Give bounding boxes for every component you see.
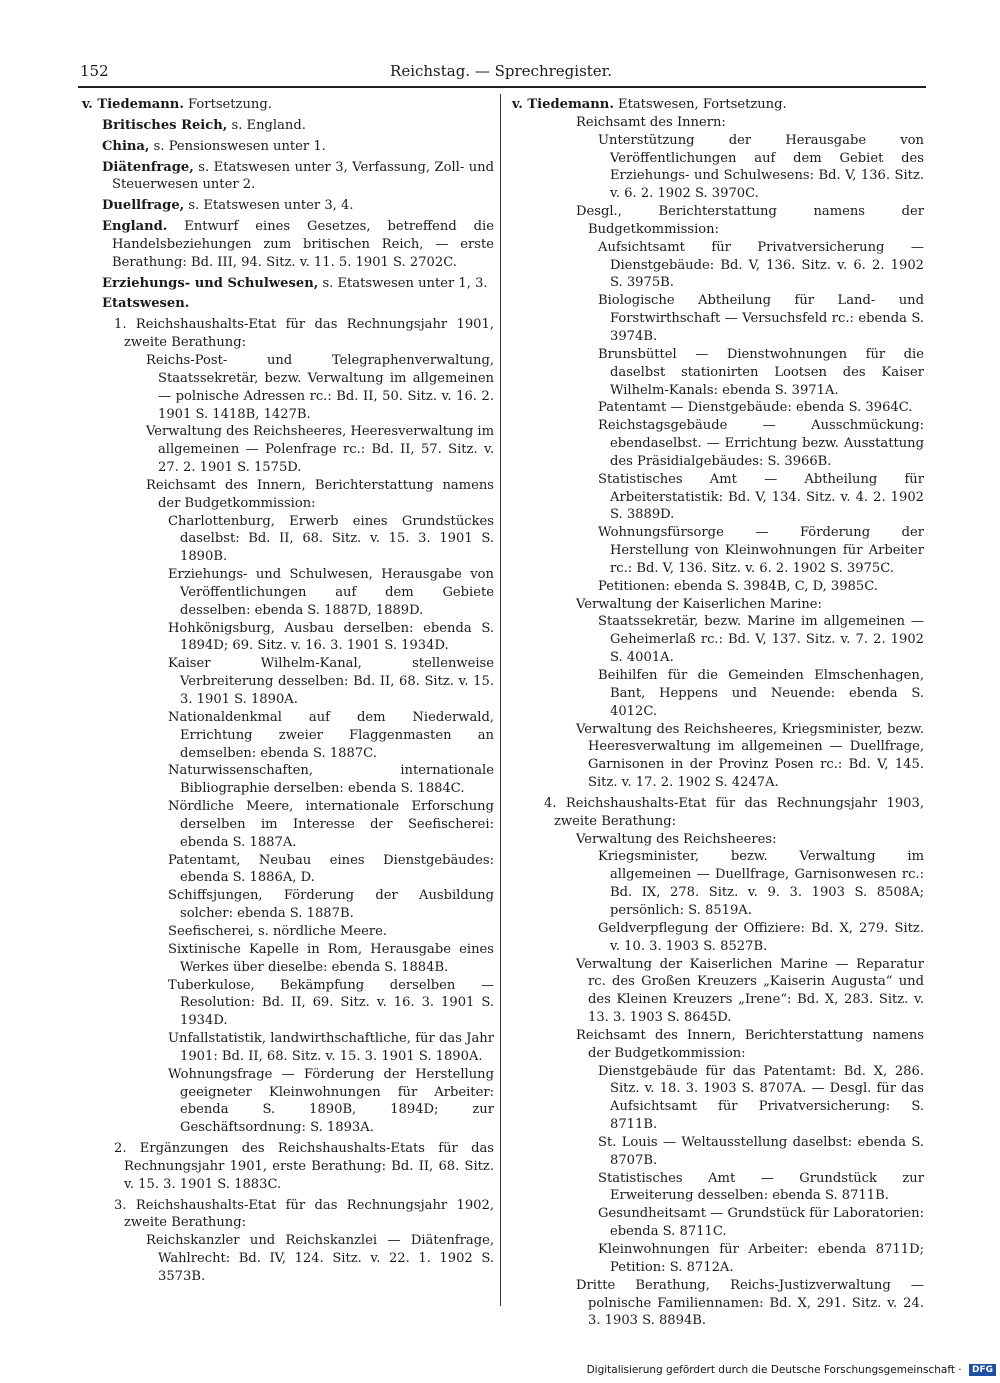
index-entry: Diätenfrage, s. Etatswesen unter 3, Verfassung, Zoll- und Steuerwesen unter 2. (102, 159, 494, 193)
index-entry: Kleinwohnungen für Arbeiter: ebenda 8711D; Petition: S. 8712A. (598, 1242, 924, 1275)
index-entry: Etatswesen. (102, 296, 190, 312)
index-entry: Geldverpflegung der Offiziere: Bd. X, 279. Sitz. v. 10. 3. 1903 S. 8527B. (598, 920, 924, 954)
footer-credit: Digitalisierung gefördert durch die Deutsche Forschungsgemeinschaft · DFG (0, 1364, 996, 1376)
index-entry: Reichskanzler und Reichskanzlei — Diätenfrage, Wahlrecht: Bd. IV, 124. Sitz. v. 22. 1. 1902 S. 3573B. (146, 1233, 494, 1284)
footer-text: Digitalisierung gefördert durch die Deutsche Forschungsgemeinschaft (586, 1364, 955, 1376)
index-entry: 1. Reichshaushalts-Etat für das Rechnungsjahr 1901, zweite Berathung: (114, 317, 494, 351)
index-entry: Reichs-Post- und Telegraphenverwaltung, Staatssekretär, bezw. Verwaltung im allgemeinen — polnische Adressen rc.: Bd. II, 50. Sitz. v. 16. 2. 1901 S. 1418B, 1427B. (146, 352, 494, 422)
index-entry: Biologische Abtheilung für Land- und Forstwirthschaft — Versuchsfeld rc.: ebenda S. 3974B. (598, 293, 924, 344)
index-entry: Sixtinische Kapelle in Rom, Herausgabe eines Werkes über dieselbe: ebenda S. 1884B. (168, 941, 494, 975)
index-entry: Desgl., Berichterstattung namens der Budgetkommission: (576, 204, 924, 237)
index-entry: Naturwissenschaften, internationale Bibliographie derselben: ebenda S. 1884C. (168, 763, 494, 797)
index-entry: Verwaltung des Reichsheeres, Kriegsminister, bezw. Heeresverwaltung im allgemeinen — Duellfrage, Garnisonen in der Provinz Posen rc.: Bd. V, 145. Sitz. v. 17. 2. 1902 S. 4247A. (576, 721, 924, 791)
page-number: 152 (80, 62, 109, 80)
index-entry: St. Louis — Weltausstellung daselbst: ebenda S. 8707B. (598, 1134, 924, 1168)
column-divider (500, 94, 501, 1306)
index-entry: Beihilfen für die Gemeinden Elmschenhagen, Bant, Heppens und Neuende: ebenda S. 4012C. (598, 668, 924, 719)
index-entry: Charlottenburg, Erwerb eines Grundstückes daselbst: Bd. II, 68. Sitz. v. 15. 3. 1901 S. 1890B. (168, 513, 494, 565)
index-entry: Unfallstatistik, landwirthschaftliche, für das Jahr 1901: Bd. II, 68. Sitz. v. 15. 3. 1901 S. 1890A. (168, 1031, 494, 1064)
index-entry: 3. Reichshaushalts-Etat für das Rechnungsjahr 1902, zweite Berathung: (114, 1197, 494, 1231)
page-header (76, 60, 926, 84)
header-rule (78, 86, 926, 88)
index-entry: Reichstagsgebäude — Ausschmückung: ebendaselbst. — Errichtung bezw. Ausstattung des Präsidialgebäudes: S. 3966B. (598, 418, 924, 469)
index-entry: Dienstgebäude für das Patentamt: Bd. X, 286. Sitz. v. 18. 3. 1903 S. 8707A. — Desgl. für das Aufsichtsamt für Privatversicherung: S. 8711B. (598, 1063, 924, 1133)
left-column (82, 96, 494, 1286)
index-entry: Seefischerei, s. nördliche Meere. (168, 923, 388, 939)
index-entry: Britisches Reich, s. England. (102, 117, 306, 133)
index-entry: Kaiser Wilhelm-Kanal, stellenweise Verbreiterung desselben: Bd. II, 68. Sitz. v. 15. 3. 1901 S. 1890A. (168, 656, 494, 707)
index-entry: Verwaltung der Kaiserlichen Marine: (576, 596, 822, 612)
index-entry: v. Tiedemann. Fortsetzung. (82, 97, 272, 112)
index-entry: China, s. Pensionswesen unter 1. (102, 138, 326, 154)
index-entry: Erziehungs- und Schulwesen, s. Etatswesen unter 1, 3. (102, 275, 488, 291)
index-entry: Reichsamt des Innern, Berichterstattung namens der Budgetkommission: (146, 477, 494, 511)
index-entry: Dritte Berathung, Reichs-Justizverwaltung — polnische Familiennamen: Bd. X, 291. Sitz. v. 24. 3. 1903 S. 8894B. (576, 1277, 924, 1329)
index-entry: Kriegsminister, bezw. Verwaltung im allgemeinen — Duellfrage, Garnisonwesen rc.: Bd. IX, 278. Sitz. v. 9. 3. 1903 S. 8508A; persönlich: S. 8519A. (598, 849, 924, 918)
index-entry: Tuberkulose, Bekämpfung derselben — Resolution: Bd. II, 69. Sitz. v. 16. 3. 1901 S. 1934D. (168, 977, 494, 1029)
index-entry: Schiffsjungen, Förderung der Ausbildung solcher: ebenda S. 1887B. (168, 888, 494, 922)
index-entry: Wohnungsfrage — Förderung der Herstellung geeigneter Kleinwohnungen für Arbeiter: ebenda S. 1890B, 1894D; zur Geschäftsordnung: S. 1893A. (168, 1066, 494, 1136)
index-entry: Duellfrage, s. Etatswesen unter 3, 4. (102, 198, 354, 214)
index-entry: v. Tiedemann. Etatswesen, Fortsetzung. (512, 97, 787, 112)
index-entry: Staatssekretär, bezw. Marine im allgemeinen — Geheimerlaß rc.: Bd. V, 137. Sitz. v. 7. 2. 1902 S. 4001A. (598, 614, 924, 666)
index-entry: Unterstützung der Herausgabe von Veröffentlichungen auf dem Gebiet des Erziehungs- und Schulwesens: Bd. V, 136. Sitz. v. 6. 2. 1902 S. 3970C. (598, 132, 924, 202)
index-entry: Aufsichtsamt für Privatversicherung — Dienstgebäude: Bd. V, 136. Sitz. v. 6. 2. 1902 S. 3975B. (598, 239, 924, 291)
index-entry: Erziehungs- und Schulwesen, Herausgabe von Veröffentlichungen auf dem Gebiete desselben: ebenda S. 1887D, 1889D. (168, 567, 494, 618)
dfg-logo: DFG (969, 1364, 996, 1376)
index-entry: 4. Reichshaushalts-Etat für das Rechnungsjahr 1903, zweite Berathung: (544, 795, 924, 829)
right-column (512, 96, 924, 1330)
index-entry: Wohnungsfürsorge — Förderung der Herstellung von Kleinwohnungen für Arbeiter rc.: Bd. V, 136. Sitz. v. 6. 2. 1902 S. 3975C. (598, 525, 924, 576)
index-entry: Gesundheitsamt — Grundstück für Laboratorien: ebenda S. 8711C. (598, 1206, 924, 1240)
index-entry: Petitionen: ebenda S. 3984B, C, D, 3985C. (598, 578, 878, 594)
index-entry: Verwaltung des Reichsheeres, Heeresverwaltung im allgemeinen — Polenfrage rc.: Bd. II, 57. Sitz. v. 27. 2. 1901 S. 1575D. (146, 424, 494, 476)
index-entry: Reichsamt des Innern: (576, 114, 726, 130)
index-entry: Patentamt — Dienstgebäude: ebenda S. 3964C. (598, 400, 913, 416)
running-title: Reichstag. — Sprechregister. (390, 62, 612, 80)
index-entry: England. Entwurf eines Gesetzes, betreffend die Handelsbeziehungen zum britischen Reich, — erste Berathung: Bd. III, 94. Sitz. v. 11. 5. 1901 S. 2702C. (102, 219, 494, 270)
index-entry: 2. Ergänzungen des Reichshaushalts-Etats für das Rechnungsjahr 1901, erste Berathung: Bd. II, 68. Sitz. v. 15. 3. 1901 S. 1883C. (114, 1141, 494, 1192)
index-entry: Reichsamt des Innern, Berichterstattung namens der Budgetkommission: (576, 1027, 924, 1061)
index-entry: Nördliche Meere, internationale Erforschung derselben im Interesse der Seefischerei: ebenda S. 1887A. (168, 799, 494, 850)
index-entry: Verwaltung des Reichsheeres: (576, 831, 777, 847)
index-entry: Brunsbüttel — Dienstwohnungen für die daselbst stationirten Lootsen des Kaiser Wilhelm-Kanals: ebenda S. 3971A. (598, 346, 924, 398)
index-entry: Hohkönigsburg, Ausbau derselben: ebenda S. 1894D; 69. Sitz. v. 16. 3. 1901 S. 1934D. (168, 620, 494, 654)
index-entry: Nationaldenkmal auf dem Niederwald, Errichtung zweier Flaggenmasten an demselben: ebenda S. 1887C. (168, 709, 494, 761)
index-entry: Statistisches Amt — Abtheilung für Arbeiterstatistik: Bd. V, 134. Sitz. v. 4. 2. 1902 S. 3889D. (598, 471, 924, 523)
index-entry: Patentamt, Neubau eines Dienstgebäudes: ebenda S. 1886A, D. (168, 852, 494, 886)
index-entry: Statistisches Amt — Grundstück zur Erweiterung desselben: ebenda S. 8711B. (598, 1170, 924, 1204)
index-entry: Verwaltung der Kaiserlichen Marine — Reparatur rc. des Großen Kreuzers „Kaiserin Augusta“ und des Kleinen Kreuzers „Irene“: Bd. X, 283. Sitz. v. 13. 3. 1903 S. 8645D. (576, 956, 924, 1026)
